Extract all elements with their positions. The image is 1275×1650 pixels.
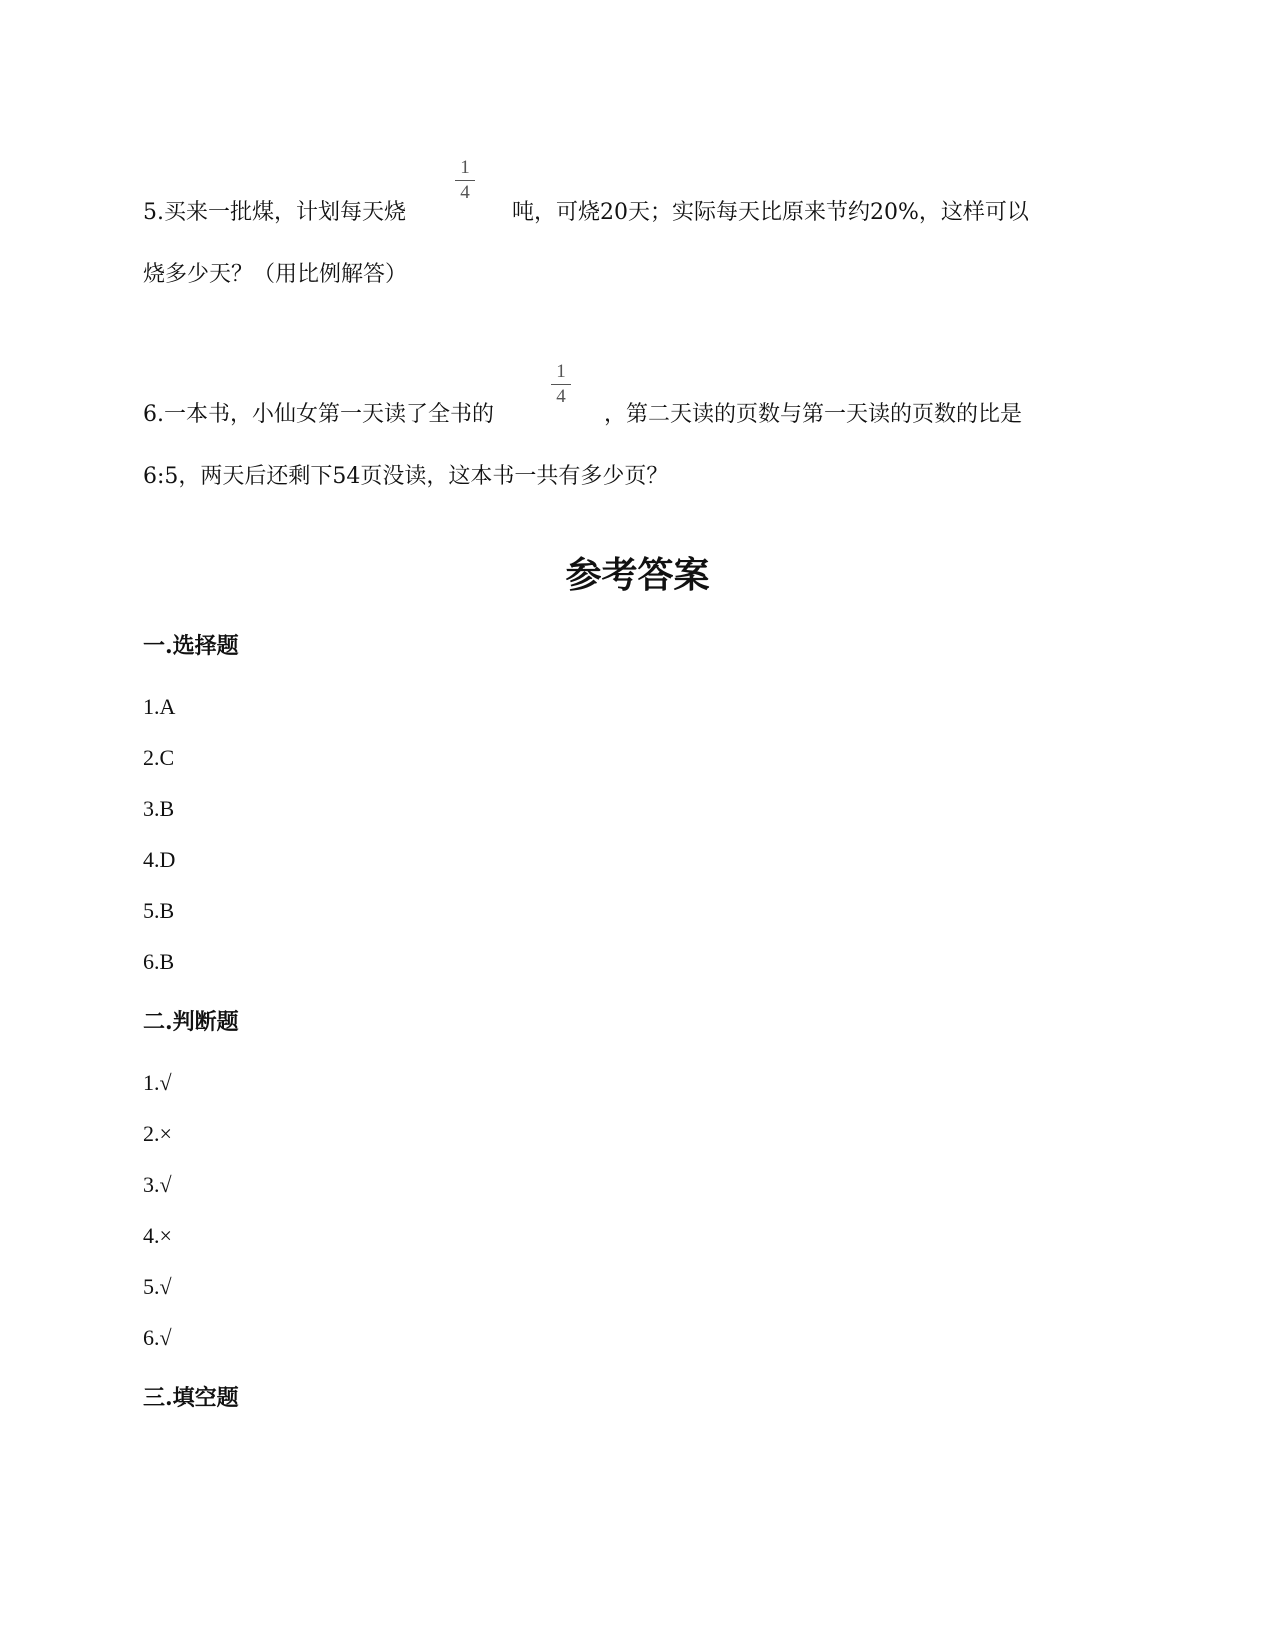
answer-item: 3.B — [143, 796, 175, 821]
question-6-text-line2: 6:5，两天后还剩下54页没读，这本书一共有多少页？ — [143, 464, 669, 489]
answer-item: 6.√ — [143, 1325, 172, 1350]
question-5-text-part1: 5.买来一批煤，计划每天烧 — [143, 200, 406, 225]
answer-item: 1.A — [143, 694, 176, 719]
fraction-denominator: 4 — [460, 182, 470, 203]
question-6-text-part2: ，第二天读的页数与第一天读的页数的比是 — [604, 402, 1023, 427]
answer-item: 1.√ — [143, 1070, 172, 1095]
fraction-one-quarter — [453, 158, 477, 203]
fraction-one-quarter — [549, 362, 573, 407]
answer-item: 5.√ — [143, 1274, 172, 1299]
fraction-denominator: 4 — [556, 386, 566, 407]
section-heading-fill-blank: 三.填空题 — [143, 1385, 239, 1411]
answer-item: 4.D — [143, 847, 176, 872]
answers-title: 参考答案 — [565, 554, 710, 596]
answer-item: 6.B — [143, 949, 175, 974]
fraction-bar — [551, 384, 571, 385]
section-heading-judgement: 二.判断题 — [143, 1009, 239, 1035]
question-5-text-part2: 吨，可烧20天；实际每天比原来节约20%，这样可以 — [512, 200, 1029, 225]
answer-item: 4.× — [143, 1223, 172, 1248]
fraction-bar — [455, 180, 475, 181]
answer-item: 5.B — [143, 898, 175, 923]
answer-item: 2.C — [143, 745, 175, 770]
answer-item: 2.× — [143, 1121, 172, 1146]
section-heading-choice: 一.选择题 — [143, 633, 239, 659]
question-5-text-line2: 烧多少天？（用比例解答） — [143, 262, 408, 287]
question-6-text-part1: 6.一本书，小仙女第一天读了全书的 — [143, 402, 494, 427]
fraction-numerator: 1 — [556, 361, 566, 382]
fraction-numerator: 1 — [460, 157, 470, 178]
answer-item: 3.√ — [143, 1172, 172, 1197]
